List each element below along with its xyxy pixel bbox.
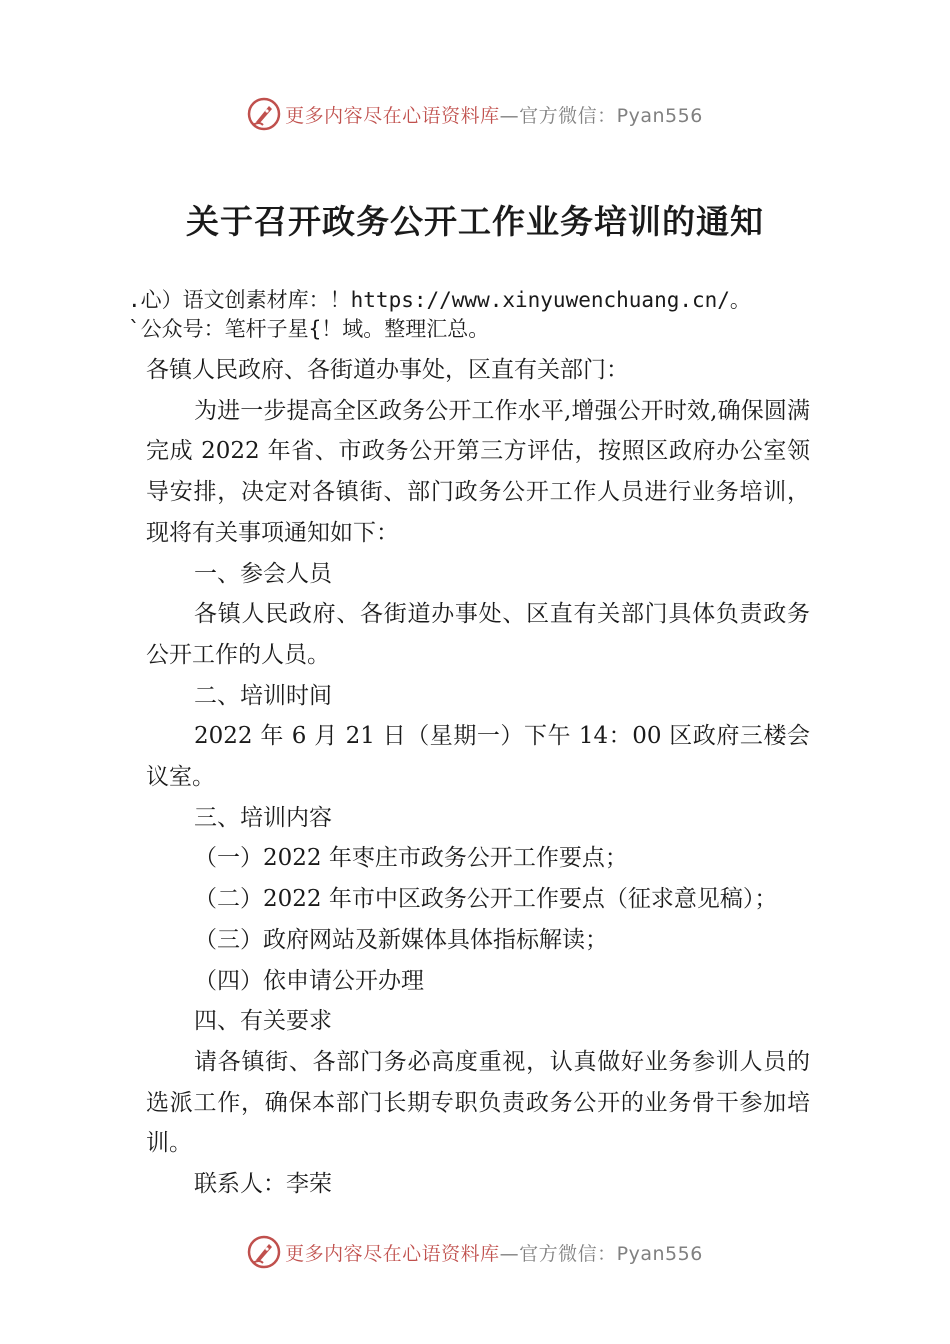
banner-left-text: 更多内容尽在心语资料库 xyxy=(285,104,500,127)
source-line-2: `公众号：笔杆子星{！域。整理汇总。 xyxy=(128,317,490,341)
salutation: 各镇人民政府、各街道办事处，区直有关部门： xyxy=(146,357,629,383)
section-3-item: （一）2022 年枣庄市政务公开工作要点； xyxy=(194,845,628,872)
document-body xyxy=(146,350,810,1205)
contact-line: 联系人：李荣 xyxy=(194,1171,332,1198)
section-3-heading: 三、培训内容 xyxy=(194,804,332,831)
banner-right-text: —官方微信：Pyan556 xyxy=(499,1242,703,1265)
section-2-heading: 二、培训时间 xyxy=(194,682,332,709)
section-3-item: （四）依申请公开办理 xyxy=(194,967,424,994)
footer-banner xyxy=(0,1232,950,1272)
section-4-body: 请各镇街、各部门务必高度重视，认真做好业务参训人员的选派工作，确保本部门长期专职负责政务公开的业务骨干参加培训。 xyxy=(146,1048,810,1157)
section-4-heading: 四、有关要求 xyxy=(194,1008,332,1035)
header-banner xyxy=(0,94,950,134)
section-2-body: 2022 年 6 月 21 日（星期一）下午 14：00 区政府三楼会议室。 xyxy=(146,723,810,791)
section-1-heading: 一、参会人员 xyxy=(194,560,332,587)
banner-left-text: 更多内容尽在心语资料库 xyxy=(285,1242,500,1265)
intro-paragraph: 为进一步提高全区政务公开工作水平,增强公开时效,确保圆满完成 2022 年省、市政务公开第三方评估，按照区政府办公室领导安排，决定对各镇街、部门政务公开工作人员进行业务培训，现将有关事项通知如下： xyxy=(146,397,810,546)
pen-nib-logo-icon xyxy=(247,1235,281,1269)
section-1-body: 各镇人民政府、各街道办事处、区直有关部门具体负责政务公开工作的人员。 xyxy=(146,601,810,668)
source-line-1: .心）语文创素材库：！https://www.xinyuwenchuang.cn/。 xyxy=(128,288,751,312)
banner-right-text: —官方微信：Pyan556 xyxy=(499,104,703,127)
document-title: 关于召开政务公开工作业务培训的通知 xyxy=(186,202,764,241)
pen-nib-logo-icon xyxy=(247,97,281,131)
section-3-item: （二）2022 年市中区政务公开工作要点（征求意见稿）； xyxy=(194,886,778,913)
section-3-item: （三）政府网站及新媒体具体指标解读； xyxy=(194,926,608,953)
